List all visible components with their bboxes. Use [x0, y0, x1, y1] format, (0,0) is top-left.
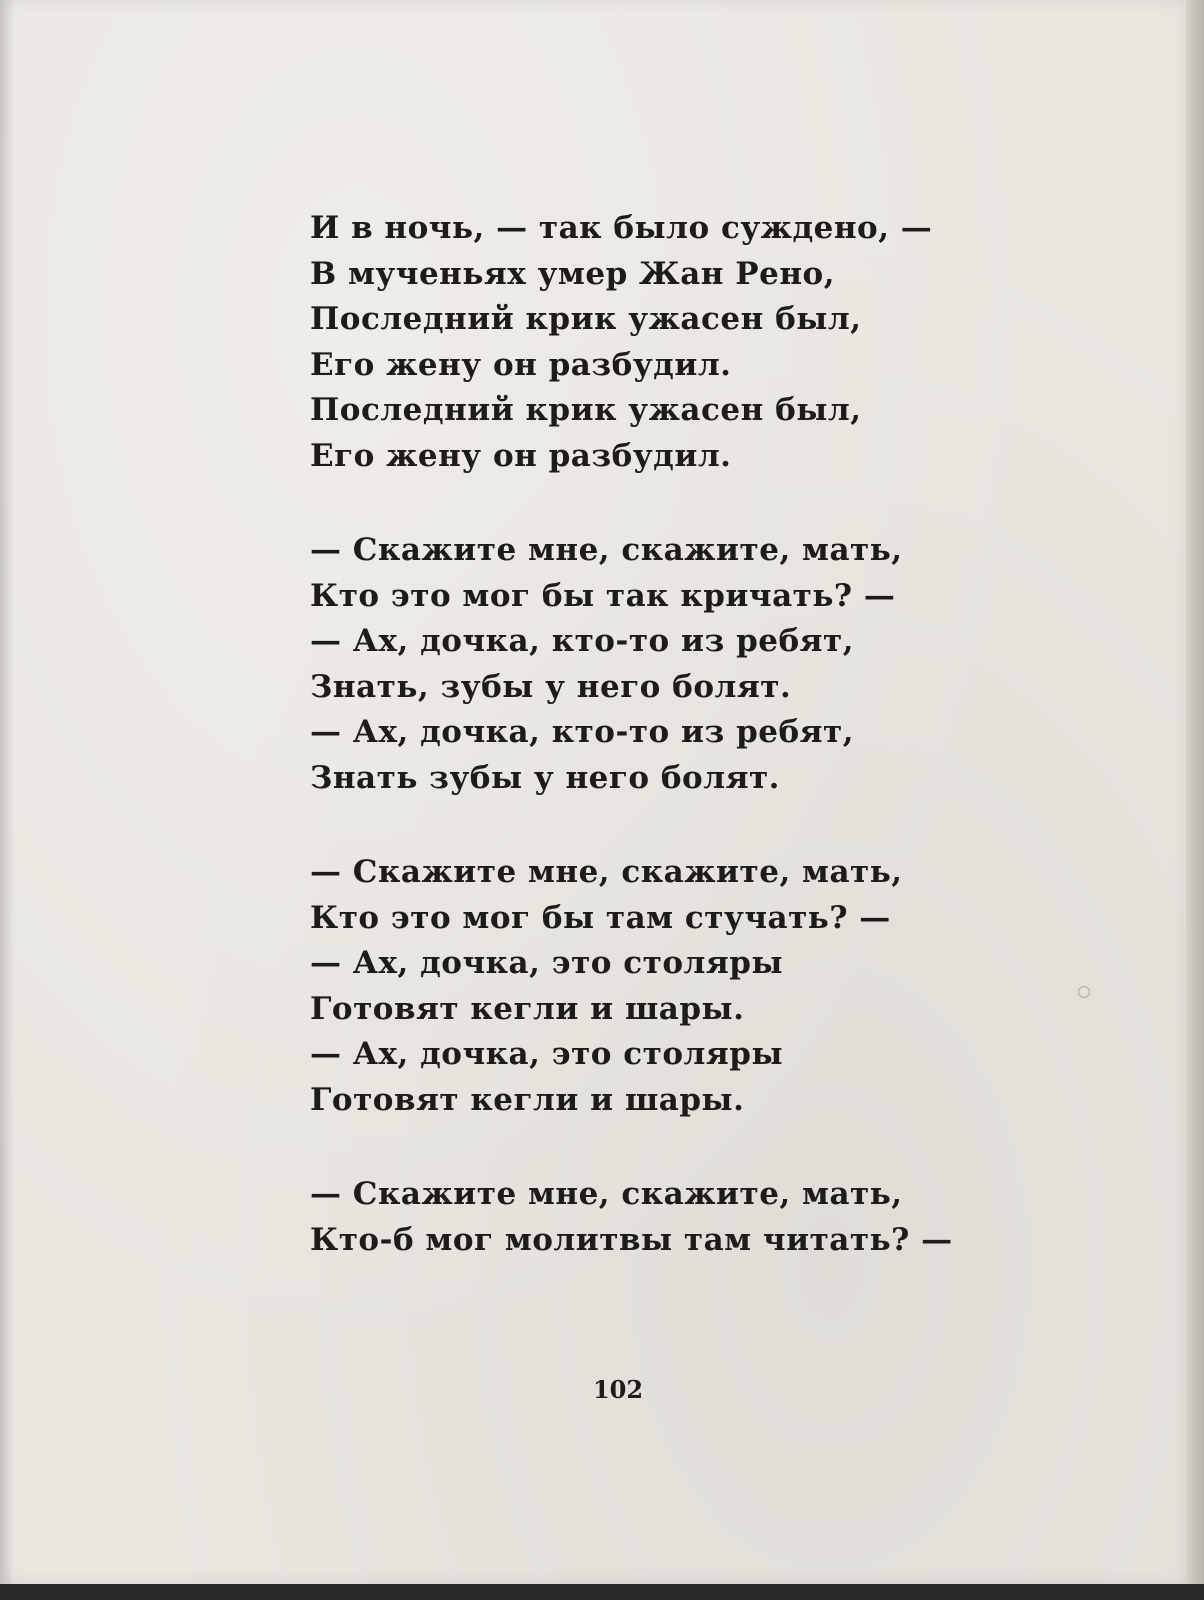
- paper-speck: [1078, 986, 1090, 998]
- poem-line: И в ночь, — так было суждено, —: [310, 210, 933, 246]
- poem-line: Последний крик ужасен был,: [310, 301, 862, 337]
- page-gutter-shadow: [0, 0, 14, 1584]
- stanza-2: [310, 528, 990, 801]
- stanza-3: [310, 850, 990, 1123]
- poem-line: Его жену он разбудил.: [310, 437, 732, 474]
- poem-line: Кто-б мог молитвы там читать? —: [310, 1221, 953, 1258]
- poem-line: — Ах, дочка, это столяры: [310, 945, 784, 981]
- poem-line: — Скажите мне, скажите, мать,: [310, 532, 903, 568]
- scan-border-bottom: [0, 1584, 1204, 1600]
- poem-text: [310, 206, 990, 1263]
- poem-line: Его жену он разбудил.: [310, 346, 732, 383]
- poem-line: Готовят кегли и шары.: [310, 990, 745, 1027]
- poem-line: Знать зубы у него болят.: [310, 759, 780, 796]
- poem-line: Знать, зубы у него болят.: [310, 668, 792, 705]
- poem-line: — Скажите мне, скажите, мать,: [310, 854, 903, 890]
- page-edge-right: [1186, 0, 1204, 1600]
- poem-line: В мученьях умер Жан Рено,: [310, 255, 835, 292]
- stanza-4: [310, 1172, 990, 1263]
- poem-line: Готовят кегли и шары.: [310, 1081, 745, 1118]
- poem-line: Кто это мог бы там стучать? —: [310, 899, 891, 936]
- poem-line: Последний крик ужасен был,: [310, 392, 862, 428]
- poem-line: Кто это мог бы так кричать? —: [310, 577, 896, 614]
- poem-line: — Ах, дочка, кто-то из ребят,: [310, 623, 855, 659]
- stanza-1: [310, 206, 990, 479]
- poem-line: — Скажите мне, скажите, мать,: [310, 1176, 903, 1212]
- poem-line: — Ах, дочка, это столяры: [310, 1036, 784, 1072]
- poem-line: — Ах, дочка, кто-то из ребят,: [310, 714, 855, 750]
- page-number: 102: [592, 1375, 644, 1404]
